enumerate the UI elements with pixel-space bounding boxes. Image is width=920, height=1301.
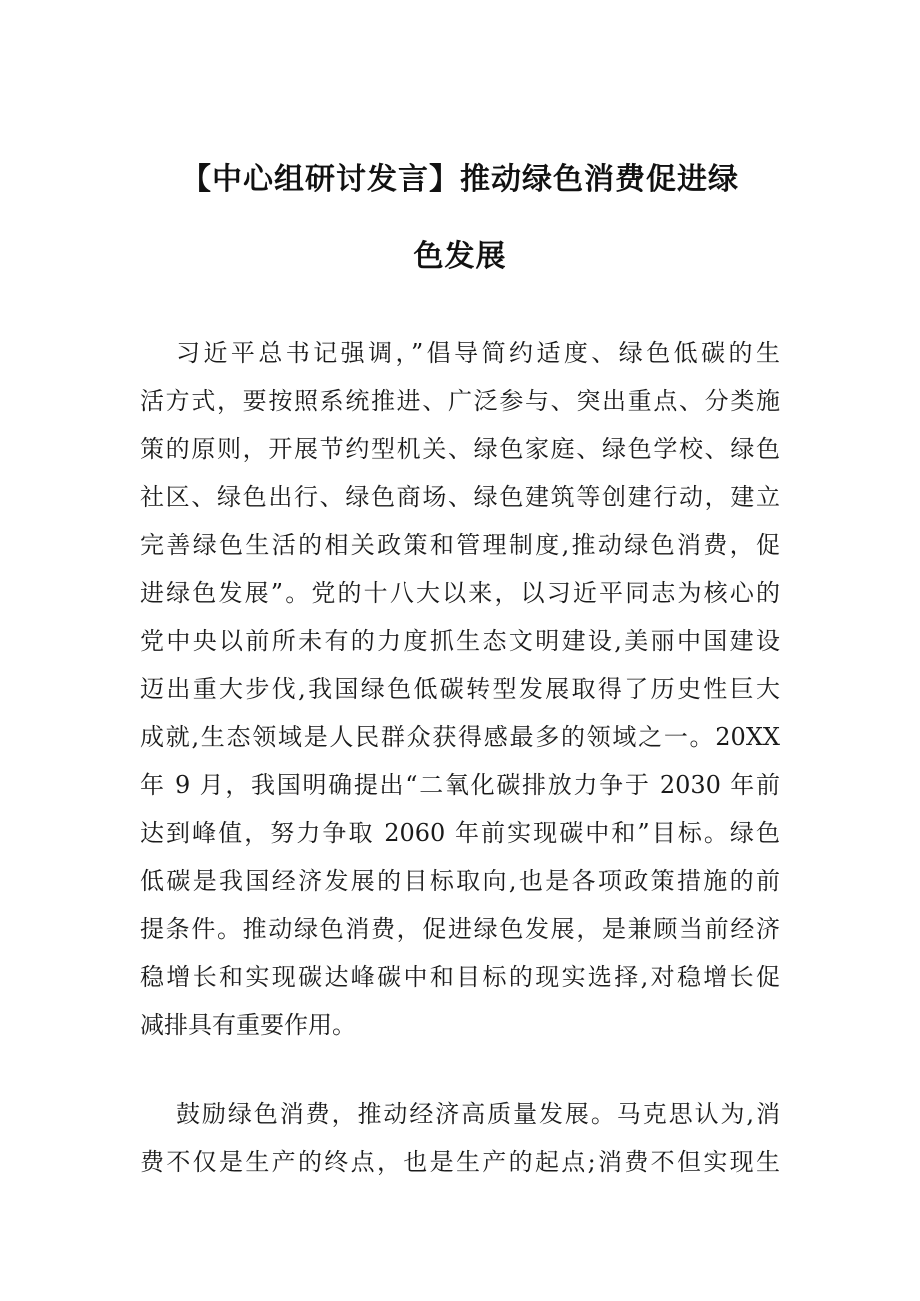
paragraph-1-line: 活方式，要按照系统推进、广泛参与、突出重点、分类施 [140,387,780,415]
paragraph-1-line: 习近平总书记强调，”倡导简约适度、绿色低碳的生 [176,339,780,367]
document-title-line-1: 【中心组研讨发言】推动绿色消费促进绿 [181,162,739,197]
paragraph-1-line: 社区、绿色出行、绿色商场、绿色建筑等创建行动，建立 [140,483,780,511]
paragraph-1-line: 达到峰值，努力争取 2060 年前实现碳中和”目标。绿色 [140,819,780,847]
paragraph-1-line: 稳增长和实现碳达峰碳中和目标的现实选择,对稳增长促 [140,963,780,991]
paragraph-2-line: 鼓励绿色消费，推动经济高质量发展。马克思认为,消 [176,1100,780,1128]
paragraph-1-line: 完善绿色生活的相关政策和管理制度,推动绿色消费，促 [140,531,780,559]
paragraph-1-line: 年 9 月，我国明确提出“二氧化碳排放力争于 2030 年前 [140,771,780,799]
paragraph-1-line: 迈出重大步伐,我国绿色低碳转型发展取得了历史性巨大 [140,675,780,703]
document-title-line-2: 色发展 [413,239,507,274]
paragraph-1-line: 策的原则，开展节约型机关、绿色家庭、绿色学校、绿色 [140,435,780,463]
paragraph-1-line: 党中央以前所未有的力度抓生态文明建设,美丽中国建设 [140,627,780,655]
paragraph-1-line: 提条件。推动绿色消费，促进绿色发展，是兼顾当前经济 [140,915,780,943]
paragraph-1-line: 成就,生态领域是人民群众获得感最多的领域之一。20XX [140,723,780,751]
paragraph-1-line: 进绿色发展”。党的十八大以来，以习近平同志为核心的 [140,579,780,607]
paragraph-1-line: 低碳是我国经济发展的目标取向,也是各项政策措施的前 [140,867,780,895]
paragraph-2-line: 费不仅是生产的终点，也是生产的起点;消费不但实现生 [140,1148,780,1176]
paragraph-1-line: 减排具有重要作用。 [140,1011,356,1039]
